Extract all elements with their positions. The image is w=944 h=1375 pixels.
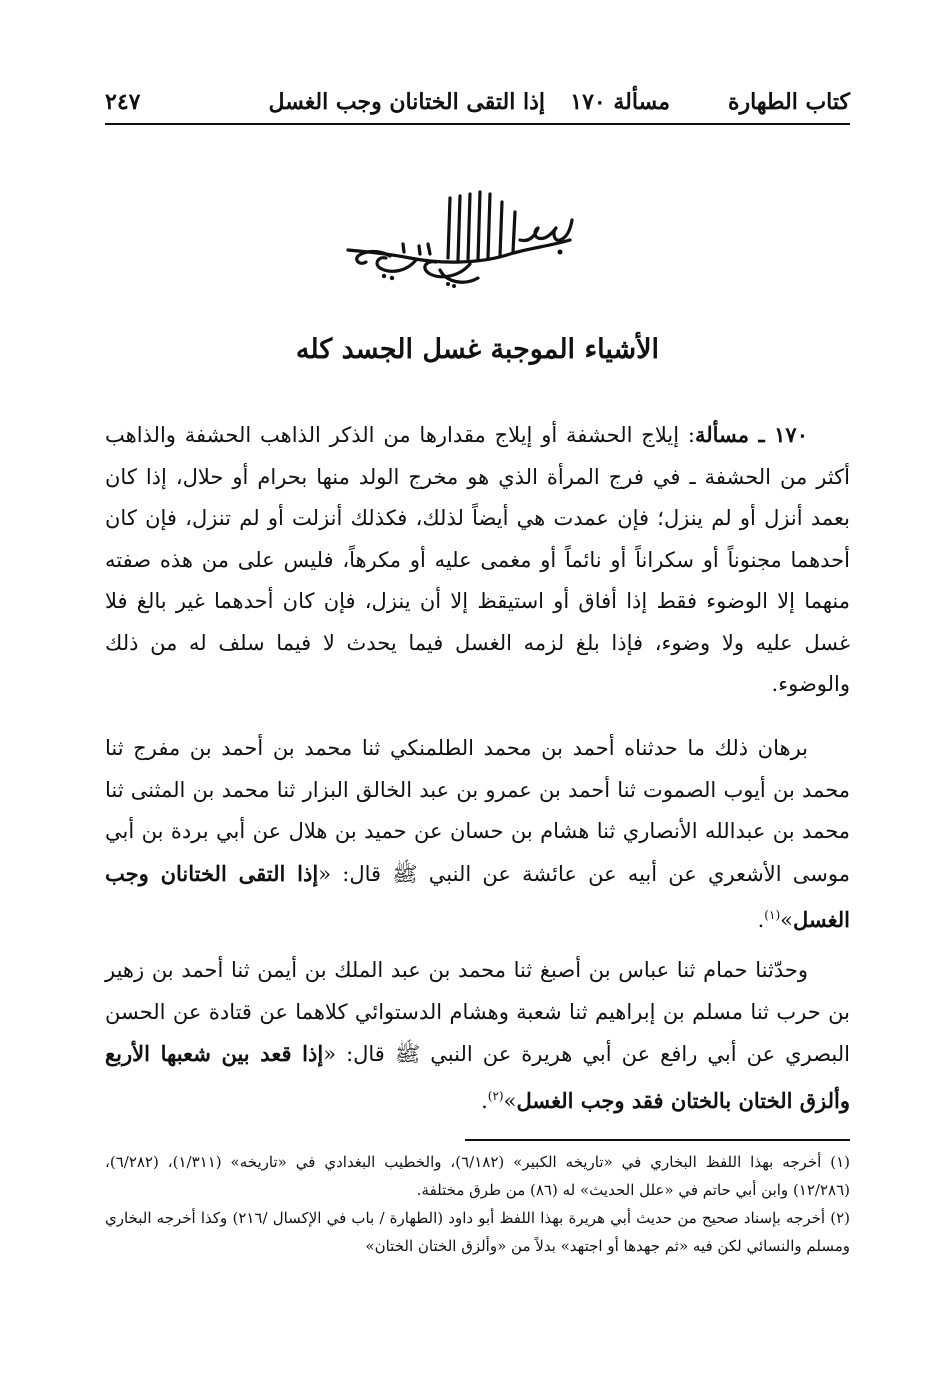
isnad-text: برهان ذلك ما حدثناه أحمد بن محمد الطلمنكي ثنا محمد بن أحمد بن مفرج ثنا محمد بن أيوب الصموت ثنا أحمد بن عمرو بن عبد الخالق البزار ثنا محمد بن المثنى ثنا محمد بن عبدالله الأنصاري ثنا هشام بن حسان عن حميد بن هلال عن أبي بردة بن أبي موسى الأشعري عن أبيه عن عائشة عن النبي ﷺ قال: « [105, 736, 850, 886]
header-issue-number: مسألة ١٧٠ [570, 89, 670, 115]
footnote-1: (١) أخرجه بهذا اللفظ البخاري في «تاريخه الكبير» (٦/١٨٢)، والخطيب البغدادي في «تاريخه» (١/٣١١)، (٦/٢٨٢)، (١٢/٢٨٦) وابن أبي حاتم في «علل الحديث» له (٨٦) من طرق مختلفة. [105, 1153, 850, 1199]
issue-text: : إيلاج الحشفة أو إيلاج مقدارها من الذكر الذاهب الحشفة والذاهب أكثر من الحشفة ـ في فرج المرأة الذي هو مخرج الولد منها بحرام أو حلال، إذا كان بعمد أنزل أو لم ينزل؛ فإن عمدت هي أيضاً لذلك، فكذلك أنزلت أو لم تنزل، فإن كان أحدهما مجنوناً أو سكراناً أو نائماً أو مغمى عليه أو مكرهاً، فليس على من هذه صفته منهما إلا الوضوء فقط إذا أفاق أو استيقظ إلا أن ينزل، فإن كان أحدهما غير بالغ فلا غسل عليه ولا وضوء، فإذا بلغ لزمه الغسل فيما يحدث لا فيما سلف له من ذلك والوضوء. [105, 423, 850, 696]
header-issue-title: إذا التقى الختانان وجب الغسل [268, 89, 545, 115]
quote-close: » [503, 1088, 517, 1113]
proof-paragraph-2 [105, 950, 850, 1122]
quote-close: » [780, 908, 793, 932]
footnote-divider [465, 1139, 850, 1141]
header-divider [105, 123, 850, 125]
footnotes [105, 1148, 850, 1260]
basmala-calligraphy [320, 180, 590, 300]
page-number: ٢٤٧ [105, 89, 141, 115]
basmala-calligraphy-image [320, 180, 590, 300]
running-header [105, 80, 850, 124]
issue-paragraph [105, 414, 850, 706]
sentence-end: . [481, 1088, 488, 1113]
sentence-end: . [757, 908, 765, 932]
footnote-2: (٢) أخرجه بإسناد صحيح من حديث أبي هريرة بهذا اللفظ أبو داود (الطهارة / باب في الإكسال /٢١٦) وكذا أخرجه البخاري ومسلم والنسائي لكن فيه «ثم جهدها أو اجتهد» بدلاً من «وألزق الختان الختان» [105, 1209, 850, 1255]
hadith-quote: إذا التقى الختانان وجب الغسل [105, 860, 850, 932]
header-book-title: كتاب الطهارة [727, 89, 850, 115]
footnote-ref: (٢) [487, 1088, 504, 1103]
chapter-title: الأشياء الموجبة غسل الجسد كله [295, 334, 660, 365]
proof-paragraph-1 [105, 728, 850, 942]
footnote-ref: (١) [764, 908, 781, 922]
hadith-quote: إذا قعد بين شعبها الأربع وألزق الختان بالختان فقد وجب الغسل [105, 1041, 850, 1113]
isnad-text: وحدّثنا حمام ثنا عباس بن أصبغ ثنا محمد بن عبد الملك بن أيمن ثنا أحمد بن زهير بن حرب ثنا مسلم بن إبراهيم ثنا شعبة وهشام الدستوائي كلاهما عن قتادة عن الحسن البصري عن أبي رافع عن أبي هريرة عن النبي ﷺ قال: « [105, 958, 850, 1066]
issue-label: ١٧٠ ـ مسألة [695, 422, 808, 447]
